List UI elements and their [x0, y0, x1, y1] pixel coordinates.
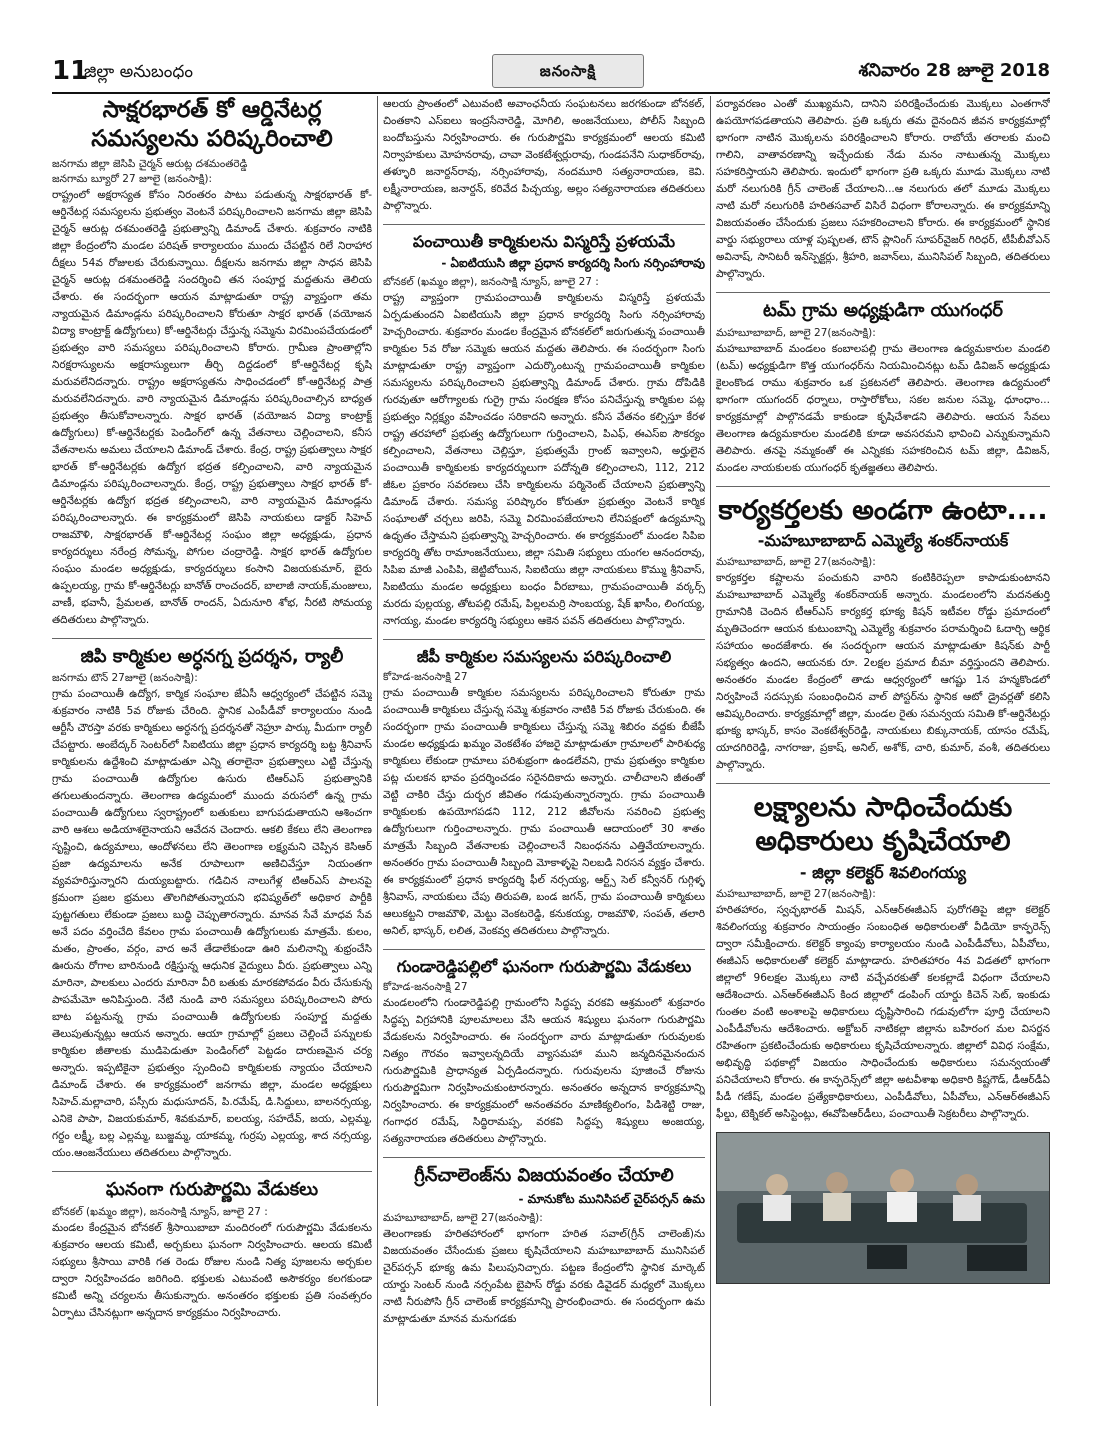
headline [52, 96, 372, 154]
column-3 [716, 96, 1050, 1406]
article-divider [383, 639, 705, 640]
issue-date: శనివారం 28 జూలై 2018 [858, 60, 1050, 81]
subheadline: - జిల్లా కలెక్టర్‌ శివలింగయ్య [799, 862, 967, 882]
dateline: కోహెడ-జనంసాక్షి 27 [383, 981, 468, 993]
headline: గ్రీన్‌చాలెంజ్‌ను విజయవంతం చేయాలి [414, 1165, 674, 1186]
subheadline: - మానుకోట మునిసిపల్‌ చైర్‌పర్సన్‌ ఉమ [518, 1191, 705, 1206]
article-body: కార్యకర్తల కష్టాలను పంచుకుని వారిని కంటికిరెప్పలా కాపాడుకుంటానని మహబూబాబాద్‌ ఎమ్మెల్యే శంకర్‌నాయక్‌ అన్నారు. మండలంలోని మదనతుర్తి గ్రామానికి చెందిన టీఆర్‌ఎస్‌ కార్యకర్త భూక్య కిషన్‌ ఇటీవల రోడ్డు ప్రమాదంలో మృతిచెందగా ఆయన కుటుంబాన్ని ఎమ్మెల్యే శుక్రవారం పరామర్శించి ఓదార్చి ఆర్థిక సహాయం అందజేశారు. ఈ సందర్భంగా ఆయన మాట్లాడుతూ కిషన్‌కు పార్టీ సభ్యత్వం ఉందని, ఆయనకు రూ. 2లక్షల ప్రమాద బీమా వర్తిస్తుందని తెలిపారు. అనంతరం మండల కేంద్రంలో తాడు ఆధ్వర్యంలో ఆగష్టు 1న హన్మకొండలో నిర్వహించే సదస్సుకు సంబంధించిన వాల్‌ పోస్టర్‌ను స్థానిక ఆటో డ్రైవర్లతో కలిసి ఆవిష్కరించారు. కార్యక్రమాల్లో జిల్లా, మండల రైతు సమన్వయ సమితి కో-ఆర్డినేటర్లు భూక్య భాస్కర్‌, కాసం వెంకటేశ్వర్‌రెడ్డి, నాయకులు బిక్కునాయక్‌, యాసం రమేష్‌, యాదగిరిరెడ్డి, నాగరాజు, ప్రకాష్‌, అనిల్‌, అశోక్‌, చారి, కుమార్‌, వంశీ, తదితరులు పాల్గొన్నారు. [716, 572, 1050, 772]
article-green-challenge [383, 1165, 705, 1328]
article-mla-shankar-naik [716, 494, 1050, 775]
article-body: మండల కేంద్రమైన బోనకల్‌ శ్రీసాయిబాబా మందిరంలో గురుపౌర్ణమి వేడుకలను శుక్రవారం ఆలయ కమిటీ, అర్చకులు ఘనంగా నిర్వహించారు. ఆలయ కమిటీ సభ్యులు శ్రీసాయి వారికి గత రెండు రోజుల నుండి నిత్య పూజలను అర్చకుల ద్వారా నిర్వహించడం జరిగింది. భక్తులకు ఎటువంటి అసౌకర్యం కలగకుండా కమిటీ అన్ని చర్యలను తీసుకున్నారు. అనంతరం భక్తులకు ప్రతి సంవత్సరం ఏర్పాటు చేసినట్లుగా అన్నదాన కార్యక్రమం నిర్వహించారు. [52, 1221, 372, 1319]
article-continuation: ఆలయ ప్రాంతంలో ఎటువంటి అవాంఛనీయ సంఘటనలు జరగకుండా బోనకల్‌, చింతకాని ఎస్‌ఐలు ఇంద్రసేనారెడ్డి, మోగిలి, అంజనేయులు, పోలీస్‌ సిబ్బంది బందోబస్తును నిర్వహించారు. ఈ గురుపౌర్ణమి కార్యక్రమంలో ఆలయ కమిటి నిర్వాహకులు మోహనరావు, చావా వెంకటేశ్వర్లురావు, గుండపనేని సుధాకర్‌రావు, తళ్ళూరి జనార్దన్‌రావు, నర్సింహారావు, నందమూరి సత్యనారాయణ, కెవి. లక్ష్మీనారాయణ, జనార్దన్‌, కరివేద పిచ్చయ్య, అల్లం సత్యనారాయణ తదితరులు పాల్గొన్నారు. [383, 98, 705, 212]
article-divider [383, 224, 705, 225]
article-divider [716, 486, 1050, 487]
subheadline: - ఏఐటియుసి జిల్లా ప్రధాన కార్యదర్శి సింగు నర్సింహారావు [441, 256, 705, 270]
dateline: కోహెడ-జనంసాక్షి 27 [383, 671, 468, 683]
article-gp-workers-koheda [383, 647, 705, 940]
meeting-photo-illustration [717, 1133, 1049, 1283]
column-1 [52, 96, 372, 1401]
article-body: గ్రామ పంచాయితీ కార్మికుల సమస్యలను పరిష్కరించాలని కోరుతూ గ్రామ పంచాయితీ కార్మికులు చేస్తున్న సమ్మె శుక్రవారం నాటికి 5వ రోజుకు చేరుకుంది. ఈ సందర్భంగా గ్రామ పంచాయితీ కార్మికులు చేస్తున్న సమ్మె శిబిరం వద్దకు బీజేపీ మండల అధ్యక్షుడు ఖమ్మం వెంకటేశం హాజరై మాట్లాడుతూ గ్రామాలలో పారిశుధ్య కార్మికులు లేకుండా గ్రామాలు పరిశుభ్రంగా ఉండలేవని, గ్రామ ప్రభుత్వం కార్మికుల పట్ల చులకన భావం ప్రదర్శించడం సరైనదికాదు అన్నారు. చాలీచాలని జీతంతో వెట్టి చాకిరి చేస్తు దుర్భర జీవితం గడుపుతున్నారన్నారు. గ్రామ పంచాయితీ కార్మికులకు ఉపయోగపడని 112, 212 జీవోలను సవరించి ప్రభుత్వ ఉద్యోగులుగా గుర్తించాలన్నారు. గ్రామ పంచాయితీ ఆదాయంలో 30 శాతం మాత్రమే సిబ్బంది వేతనాలకు చెల్లించాలనే నిబంధనను ఎత్తివేయాలన్నారు. అనంతరం గ్రామ పంచాయితీ సిబ్బంది మోకాళ్ళపై నిలబడి నిరసన వ్యక్తం చేశారు. ఈ కార్యక్రమంలో ప్రధాన కార్యదర్శి ఫీల్‌ నర్సయ్య, ఆర్ట్స్‌ సెల్‌ కన్వీనర్‌ గుగ్గిళ్ళ శ్రీనివాస్‌, నాయకులు చేపు తిరుపతి, బండ జగన్‌, గ్రామ పంచాయితీ కార్మికులు ఆలుకట్టని రాజమౌళి, మెట్టు వెంకటరెడ్డి, కనుకయ్య, రాజమౌళి, సంపత్‌, తలారి అనిల్‌, భాస్కర్‌, లలిత, వెంకవ్వ తదితరులు పాల్గొన్నారు. [383, 687, 705, 937]
article-guru-pournami-bonakal [52, 1179, 372, 1322]
headline: గుండారెడ్డిపల్లిలో ఘనంగా గురుపౌర్ణమి వేడుకలు [396, 957, 692, 976]
headline: జీపీ కార్మికుల సమస్యలను పరిష్కరించాలి [416, 647, 672, 666]
headline-line-2: సమస్యలను పరిష్కరించాలి [91, 125, 333, 152]
headline: పంచాయితీ కార్మికులను విస్మరిస్తే ప్రళయమే [412, 232, 676, 251]
masthead [52, 52, 1050, 94]
page-number: 11 [52, 56, 89, 86]
article-divider [52, 1171, 372, 1172]
article-gp-workers-rally [52, 646, 372, 1163]
article-divider [716, 292, 1050, 293]
headline: కార్యకర్తలకు అండగా ఉంటా.... [718, 494, 1048, 526]
article-divider [383, 1157, 705, 1158]
section-title: జిల్లా అనుబంధం [84, 62, 194, 82]
column-divider [377, 96, 378, 1406]
article-body: తెలంగాణకు హరితహారంలో భాగంగా హరిత సవాల్‌(గ్రీన్‌ చాలెంజ్‌)ను విజయవంతం చేసేందుకు ప్రజలు కృషిచేయాలని మహబూబాబాద్‌ మునిసిపల్‌ చైర్‌పర్సన్‌ భూక్య ఉమ పిలుపునిచ్చారు. పట్టణ కేంద్రంలోని స్థానిక మార్కెట్‌ యార్డు సెంటర్‌ నుండి నర్సంపేట బైపాస్‌ రోడ్డు వరకు డివైడర్‌ మధ్యలో మొక్కలు నాటి నీరుపోసి గ్రీన్‌ చాలెంజ్‌ కార్యక్రమాన్ని ప్రారంభించారు. ఈ సందర్భంగా ఉమ మాట్లాడుతూ మానవ మనుగడకు [383, 1227, 705, 1325]
article-body: మహబూబాబాద్‌ మండలం కంబాలపల్లి గ్రామ తెలంగాణ ఉద్యమకారుల మండలి (టమ్‌) అధ్యక్షుడిగా కొత్త యుగంధర్‌ను నియమించినట్లు టమ్‌ డివిజన్‌ అధ్యక్షుడు కైలంకొండ రాము శుక్రవారం ఒక ప్రకటనలో తెలిపారు. తెలంగాణ ఉద్యమంలో భాగంగా యుగందర్‌ ధర్నాలు, రాస్తారోకోలు, సకల జనుల సమ్మె, ధూంధాం... కార్యక్రమాల్లో పాల్గొనడమే కాకుండా కృషిచేశాడని తెలిపారు. ఆయన సేవలు తెలంగాణ ఉద్యమకారుల మండలికి కూడా అవసరమని భావించి ఎన్నుకున్నామని తెలిపారు. తనపై నమ్మకంతో ఈ ఎన్నికకు సహకరించిన టమ్‌ జిల్లా, డివిజన్‌, మండల నాయకులకు యుగంధర్‌ కృతజ్ఞతలు తెలిపారు. [716, 342, 1050, 474]
dateline: మహబూబాబాద్‌, జూలై 27(జనంసాక్షి): [716, 326, 876, 339]
article-body: రాష్ట్రంలో అక్షరాస్యత కోసం నిరంతరం పాటు పడుతున్న సాక్షరభారత్‌ కో-ఆర్డినేటర్ల సమస్యలను ప్రభుత్వం వెంటనే పరిష్కరించాలని జనగామ జిల్లా జెసిపి చైర్మన్‌ ఆరుట్ల దశమంతరెడ్డి ప్రభుత్వాన్ని డిమాండ్‌ చేశారు. శుక్రవారం నాటికి జిల్లా కేంద్రంలోని మండల పరిషత్‌ కార్యాలయం ముందు చేపట్టిన రిలే నిరాహార దీక్షలు 54వ రోజులకు చేరుకున్నాయి. దీక్షలను జనగామ జిల్లా సాధన జెసిపి చైర్మన్‌ ఆరుట్ల దశమంతరెడ్డి సందర్శించి తన సంపూర్ణ మద్దతును తెలియ చేశారు. ఈ సందర్భంగా ఆయన మాట్లాడుతూ రాష్ట్ర వ్యాప్తంగా తమ న్యాయమైన డిమాండ్లను పరిష్కరించాలని కోరుతూ సాక్షర భారత్‌ (వయోజన విద్యా కాంట్రాక్ట్‌ ఉద్యోగులు) కో-ఆర్డినేటర్లు చేస్తున్న సమ్మెను విరమింపచేయడంలో ప్రభుత్వం వారి సమస్యలు పరిష్కరించాలని కోరారు. గ్రామీణ ప్రాంతాల్లోని నిరక్షరాస్యులను అక్షరాస్యులుగా తీర్చి దిద్దడంలో కో-ఆర్డినేటర్ల కృషి మరువలేనిదన్నారు. రాష్ట్రం అక్షరాస్యతను సాధించడంలో కో-ఆర్డినేటర్ల పాత్ర మరువలేనిదన్నారు. వారి న్యాయమైన డిమాండ్లను పరిష్కరించాల్సిన బాధ్యత ప్రభుత్వం తీసుకోవాలన్నారు. సాక్షర భారత్‌ (వయోజన విద్యా కాంట్రాక్ట్‌ ఉద్యోగులు) కో-ఆర్డినేటర్లకు పెండింగ్‌లో ఉన్న వేతనాలు చెల్లించాలని, కనీస వేతనాలను అమలు చేయాలని డిమాండ్‌ చేశారు. కేంద్ర, రాష్ట్ర ప్రభుత్వాలు సాక్షర భారత్‌ కో-ఆర్డినేటర్లకు ఉద్యోగ భద్రత కల్పించాలని, వారి న్యాయమైన డిమాండ్లను పరిష్కరించాలన్నారు. కేంద్ర, రాష్ట్ర ప్రభుత్వాలు సాక్షర భారత్‌ కో-ఆర్డినేటర్లకు ఉద్యోగ భద్రత కల్పించాలని, వారి న్యాయమైన డిమాండ్లను పరిష్కరించాలన్నారు. ఈ కార్యక్రమంలో జెసిపి నాయకులు డాక్టర్‌ సిహెచ్‌ రాజమౌళి, సాక్షరభారత్‌ కో-ఆర్డినేటర్ల సంఘం జిల్లా అధ్యక్షుడు, ప్రధాన కార్యదర్శులు నరేంద్ర సోమన్న, పోగుల చంద్రారెడ్డి. సాక్షర భారత్‌ ఉద్యోగుల సంఘం మండల అధ్యక్షుడు, కార్యదర్శులు కంసాని విజయకుమార్‌, బైరు ఉప్పలయ్య, గ్రామ కో-ఆర్డినేటర్లు బానోత్‌ రాంచందర్‌, బాలాజీ నాయక్‌,మంజులు, వాణీ, భవానీ, ప్రేమలత, బానోత్‌ రాందన్‌, ఏదునూరి శోభ, నీరటి సోమయ్య తదితరులు పాల్గొన్నారు. [52, 188, 372, 626]
headline-line-1: సాక్షరభారత్‌ కో ఆర్డినేటర్ల [102, 97, 322, 123]
headline [716, 791, 1050, 859]
dateline: బోనకల్‌ (ఖమ్మం జిల్లా), జనంసాక్షి న్యూస్‌, జూలై 27 : [383, 276, 599, 288]
headline-line-2: అధికారులు కృషిచేయాలి [755, 826, 1011, 857]
article-body: గ్రామ పంచాయితీ ఉద్యోగ, కార్మిక సంఘాల జేఏసీ ఆధ్వర్యంలో చేపట్టిన సమ్మె శుక్రవారం నాటికి 5వ రోజుకు చేరింది. స్థానిక ఎంపీడీవో కార్యాలయం నుండి ఆర్టీసీ చౌరస్తా వరకు కార్మికులు అర్ధనగ్న ప్రదర్శనతో నెహ్రూ పార్కు మీదుగా ర్యాలీ చేపట్టారు. అంబేద్కర్‌ సెంటర్‌లో సిఐటియు జిల్లా ప్రధాన కార్యదర్శి బట్ట శ్రీనివాస్‌ కార్మికులను ఉద్దేశించి మాట్లాడుతూ ఎన్ని తరాలైనా ప్రభుత్వాలు ఎట్టి చేస్తున్న గ్రామ పంచాయితీ ఉద్యోగుల ఉసురు టిఆర్‌ఎస్‌ ప్రభుత్వానికి తగులుతుందన్నారు. తెలంగాణ ఉద్యమంలో ముందు వరుసలో ఉన్న గ్రామ పంచాయితీ ఉద్యోగులు స్వరాష్ట్రంలో బతుకులు బాగుపడుతాయని ఆశించగా వారి ఆశలు అడియాశలైనాయని ఆవేదన చెందారు. ఆకలి కేకలు లేని తెలంగాణ సృష్టించి, ఉద్యమాలు, ఆందోళనలు లేని తెలంగాణ లక్ష్యమని చెప్పిన కెసిఆర్‌ ప్రజా ఉద్యమాలను అనేక రూపాలుగా అణిచివేస్తూ నియంతగా వ్యవహరిస్తున్నారని దుయ్యబట్టారు. గడిచిన నాలుగేళ్ల టిఆర్‌ఎస్‌ పాలనపై క్రమంగా ప్రజల భ్రమలు తొలగిపోతున్నాయని భవిష్యత్‌లో అధికార పార్టీకి పుట్టగతులు లేకుండా ప్రజలు బుద్ధి చెప్పుతారన్నారు. మానవ సేవే మాధవ సేవ అనే పదం వర్తించేది కేవలం గ్రామ పంచాయితీ ఉద్యోగులుకు మాత్రమే. కులం, మతం, ప్రాంతం, వర్గం, వాద అనే తేడాలేకుండా ఊరి మలినాన్ని శుభ్రంచేసి ఊరును రోగాల బారినుండి రక్షిస్తున్న ఆధునిక వైద్యులు వీరు. ప్రభుత్వాలు ఎన్ని మారినా, పాలకులు ఎందరు మారినా వీరి బతుకు మారకపోవడం వీరు చేసుకున్న పాపమేమో అనిపిస్తుంది. నేటి నుండి వారి సమస్యలు పరిష్కరించాలని పోరు బాట పట్టనున్న గ్రామ పంచాయితీ ఉద్యోగులకు సంపూర్ణ మద్దతు తెలుపుతున్నట్లు ఆయన అన్నారు. ఆయా గ్రామాల్లో ప్రజలు చెల్లించే పన్నులకు కార్మికుల జీతాలకు ముడిపెడుతూ పెండింగ్‌లో పెట్టడం దారుణమైన చర్య అన్నారు. ఇప్పటికైనా ప్రభుత్వం స్పందించి కార్మికులకు న్యాయం చేయాలని డిమాండ్‌ చేశారు. ఈ కార్యక్రమంలో జనగామ జిల్లా, మండల అధ్యక్షులు సిహెచ్‌.మల్లాచారి, పస్సీరు మధుసూదన్‌, పి.రమేష్‌, డి.సిద్దులు, బాలనర్సయ్య, ఎనికె పాపా, విజయకుమార్‌, శివకుమార్‌, ఐలయ్య, సహదేవ్‌, జయ, ఎల్లమ్మ, గర్దం లక్ష్మీ, బల్ల ఎల్లమ్మ, బుజ్జమ్మ, యాకమ్మ, గుర్రపు ఎల్లయ్య, శాద నర్సయ్య, యం.ఆంజనేయులు తదితరులు పాల్గొన్నారు. [52, 688, 372, 1159]
article-continuation: పర్యావరణం ఎంతో ముఖ్యమని, దానిని పరిరక్షించేందుకు మొక్కలు ఎంతగానో ఉపయోగపడతాయని తెలిపారు. ప్రతి ఒక్కరు తమ దైనందిన జీవన కార్యక్రమాల్లో భాగంగా నాటిన మొక్కలను పరిరక్షించాలని కోరారు. రాబోయే తరాలకు మంచి గాలిని, వాతావరణాన్ని ఇచ్చేందుకు నేడు మనం నాటుతున్న మొక్కలు సహకరిస్తాయని తెలిపారు. ఇందులో భాగంగా ప్రతి ఒక్కరు మూడు మొక్కలు నాటి మరో నలుగురికి గ్రీన్‌ చాలెంజ్‌ చేయాలని...ఆ నలుగురు తలో మూడు మొక్కలు నాటి మరో నలుగురికి హరితసవాల్‌ విసిరే విధంగా కోరాలన్నారు. ఈ కార్యక్రమాన్ని విజయవంతం చేసేందుకు ప్రజలు సహకరించాలని కోరారు. ఈ కార్యక్రమంలో స్థానిక వార్డు సభ్యురాలు యాళ్ల పుష్పలత, టౌన్‌ ప్లానింగ్‌ సూపర్‌వైజర్‌ గిరిధర్‌, టీపీబీవోఎన్‌ అవినాష్‌, సానిటరీ ఇన్‌స్పెక్టర్లు, శ్రీహరి, జవాన్‌లు, మునిసిపల్‌ సిబ్బంది, తదితరులు పాల్గొన్నారు. [716, 98, 1050, 280]
article-body: మండలంలోని గుండారెడ్డిపల్లి గ్రామంలోని సిద్ధప్ప వరకవి ఆశ్రమంలో శుక్రవారం సిద్ధప్ప విగ్రహానికి పూలమాలలు వేసి ఆయన శిష్యులు ఘనంగా గురుపౌర్ణమి వేడుకలను నిర్వహించారు. ఈ సందర్భంగా వారు మాట్లాడుతూ గురువులకు నిత్యం గౌరవం ఇవ్వాలన్నదియే వ్యాసమహా ముని జన్మదినమైనందున గురుపౌర్ణమికి ప్రాధాన్యత ఏర్పడిందన్నారు. గురువులను పూజించే రోజును గురుపౌర్ణమిగా నిర్వహించుకుంటారన్నారు. అనంతరం అన్నదాన కార్యక్రమాన్ని నిర్వహించారు. ఈ కార్యక్రమంలో అనంతవరం మాణిక్యలింగం, పిడిశెట్టి రాజు, గంగాధర రమేష్‌, సిద్ధిరామప్ప, వరకవి సిద్ధప్ప శిష్యులు అంజయ్య, సత్యనారాయణ తదితరులు పాల్గొన్నారు. [383, 997, 705, 1145]
newspaper-logo: జనంసాక్షి [492, 54, 644, 88]
dateline: మహబూబాబాద్‌, జూలై 27(జనంసాక్షి): [716, 556, 876, 569]
article-collector-review [716, 791, 1050, 1284]
subheadline: -మహబూబాబాద్‌ ఎమ్మెల్యే శంకర్‌నాయక్‌ [757, 531, 1009, 551]
headline-line-1: లక్ష్యాలను సాధించేందుకు [753, 792, 1013, 824]
dateline: మహబూబాబాద్‌, జూలై 27(జనంసాక్షి): [716, 887, 876, 900]
article-panchayat-workers-aituc [383, 232, 705, 630]
article-tum-president [716, 300, 1050, 477]
article-divider [716, 783, 1050, 784]
meeting-photo [716, 1132, 1050, 1284]
article-divider [383, 949, 705, 950]
column-2 [383, 96, 705, 1406]
byline: జనగామ జిల్లా జెసిపి చైర్మన్‌ ఆరుట్ల దశమంతరెడ్డి [52, 157, 248, 170]
headline: టమ్‌ గ్రామ అధ్యక్షుడిగా యుగంధర్‌ [763, 300, 1003, 321]
dateline: బోనకల్‌ (ఖమ్మం జిల్లా), జనంసాక్షి న్యూస్‌, జూలై 27 : [52, 1205, 268, 1218]
article-divider [52, 638, 372, 639]
headline: జిపి కార్మికుల అర్ధనగ్న ప్రదర్శన, ర్యాలీ [80, 645, 344, 667]
article-body: హరితహారం, స్వచ్ఛభారత్‌ మిషన్‌, ఎన్‌ఆర్‌ఈజీఎస్‌ పురోగతిపై జిల్లా కలెక్టర్‌ శివలింగయ్య శుక్రవారం సాయంత్రం సంబంధిత అధికారులతో వీడియో కాన్ఫరెన్స్‌ ద్వారా సమీక్షించారు. కలెక్టర్‌ క్యాంపు కార్యాలయం నుండి ఎంపీడీవోలు, ఏపీవోలు, ఈజీఎస్‌ అధికారులతో కలెక్టర్‌ మాట్లాడారు. హరితహారం 4వ విడతలో భాగంగా జిల్లాలో 96లక్షల మొక్కలు నాటి వచ్చేవరకుతో కలకల్లాడే విధంగా చేయాలని ఆదేశించారు. ఎన్‌ఆర్‌ఈజీఎస్‌ కింద జిల్లాలో డంపింగ్‌ యార్డు కిచెన్‌ సెట్‌, ఇంకుడు గుంతల వంటి అంశాలపై అధికారులు దృష్టిసారించి గడువులోగా పూర్తి చేయాలని ఎంపీడీవోలను ఆదేశించారు. అక్టోబర్‌ నాటికల్లా జిల్లాను బహిరంగ మల విసర్జన రహితంగా ప్రకటించేందుకు అధికారులు కృషిచేయాలన్నారు. జిల్లాలో వివిధ సంక్షేమ, అభివృద్ధి పథకాల్లో విజయం సాధించేందుకు అధికారులు సమన్వయంతో పనిచేయాలని కోరారు. ఈ కాన్ఫరెన్స్‌లో జిల్లా అటవీశాఖ అధికారి కిష్టగౌడ్‌, డీఆర్‌డీఏ పీడీ గణేష్‌, మండల ప్రత్యేకాధికారులు, ఎంపీడీవోలు, ఏపీవోలు, ఎన్‌ఆర్‌ఈజీఎస్‌ ఫీల్డు, టెక్నికల్‌ అసిస్టెంట్లు, ఈవోపిఆర్‌డీలు, పంచాయితీ సెక్రటరీలు పాల్గొన్నారు. [716, 903, 1050, 1120]
dateline: మహబూబాబాద్‌, జూలై 27(జనంసాక్షి): [383, 1211, 543, 1224]
article-sakshara-bharat [52, 96, 372, 629]
headline: ఘనంగా గురుపౌర్ణమి వేడుకలు [105, 1179, 319, 1200]
article-guru-pournami-gundareddipalli [383, 957, 705, 1148]
dateline: జనగామ టౌన్‌ 27జూలై (జనంసాక్షి): [52, 672, 198, 684]
dateline: జనగామ బ్యూరో 27 జూలై (జనంసాక్షి): [52, 172, 212, 185]
column-divider [710, 96, 711, 1406]
article-body: రాష్ట్ర వ్యాప్తంగా గ్రామపంచాయితీ కార్మికులను విస్మరిస్తే ప్రళయమే ఏర్పడుతుందని ఏఐటియుసి జిల్లా ప్రధాన కార్యదర్శి సింగు నర్సింహారావు హెచ్చరించారు. శుక్రవారం మండల కేంద్రమైన బోనకల్‌లో జరుగుతున్న పంచాయితీ కార్మికుల 5వ రోజు సమ్మెకు ఆయన మద్దతు తెలిపారు. ఈ సందర్భంగా సింగు మాట్లాడుతూ రాష్ట్ర వ్యాప్తంగా ఎదుర్కొంటున్న గ్రామపంచాయితీ కార్మికుల సమస్యలను పరిష్కరించాలని ప్రభుత్వాన్ని డిమాండ్‌ చేశారు. గ్రామ దోపిడికి గురవుతూ ఆరోగ్యాలకు గుర్రై గ్రామ సంరక్షణ కోసం పనిచేస్తున్న కార్మికుల పట్ల ప్రభుత్వం నిర్లక్ష్యం వహించడం సరికాదని అన్నారు. కనీస వేతనం కల్పిస్తూ కేరళ రాష్ట్ర తరహాలో ప్రభుత్వ ఉద్యోగులుగా గుర్తించాలని, పిఎఫ్‌, ఈఎస్‌ఐ సౌకర్యం కల్పించాలని, వేతనాలు చెల్లిస్తూ, ప్రభుత్వమే గ్రాంట్‌ ఇవ్వాలని, అర్హులైన పంచాయితీ కార్మికులకు కార్యదర్శులుగా పదోన్నతి కల్పించాలని, 112, 212 జీఓల ప్రకారం సవరణలు చేసి కార్మికులను పర్మినెంట్‌ చేయాలని ప్రభుత్వాన్ని డిమాండ్‌ చేశారు. సమస్య పరిష్కారం కోరుతూ ప్రభుత్వం వెంటనే కార్మిక సంఘాలతో చర్చలు జరిపి, సమ్మె విరమింపజేయాలని లేనిపక్షంలో ఉద్యమాన్ని ఉధృతం చేస్తామని ప్రభుత్వాన్ని హెచ్చరించారు. ఈ కార్యక్రమంలో మండల సిపిఐ కార్యదర్శి తోట రామాంజనేయులు, జిల్లా సమితి సభ్యులు యంగల ఆనందరావు, సిపిఐ మాజీ ఎంపిపి, జెట్టిబోయిన, సిఐటియు జిల్లా నాయకులు కొమ్ము శ్రీనివాస్‌, సిఐటియు మండల అధ్యక్షులు బంధం వీరబాబు, గ్రామపంచాయితీ వర్కర్స్‌ మరదు పుల్లయ్య, తోటపల్లి రమేష్‌, పిల్లలమర్రి సాంబయ్య, షేక్‌ ఖాసీం, లింగయ్య, నాగయ్య, మండల కార్యదర్శి సభ్యులు ఆకెన పవన్‌ తదితరులు పాల్గొన్నారు. [383, 292, 705, 627]
